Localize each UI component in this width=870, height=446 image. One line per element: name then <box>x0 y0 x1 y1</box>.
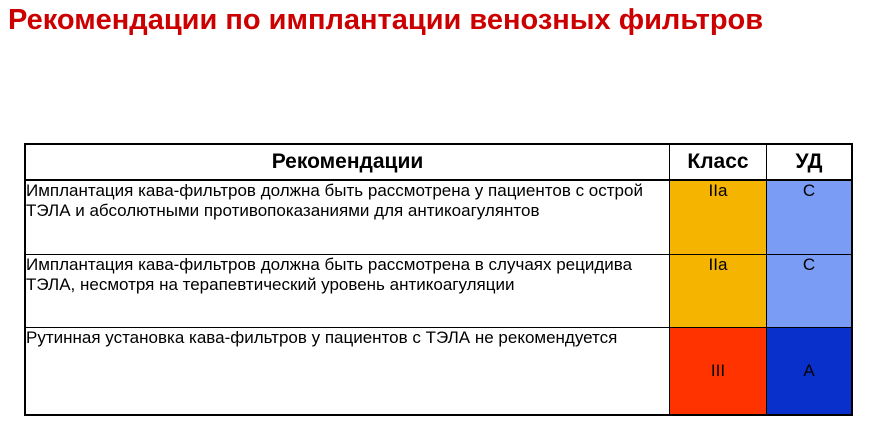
table-row <box>25 180 852 255</box>
recommendations-table <box>24 143 853 416</box>
level-cell: С <box>767 180 853 255</box>
header-level-of-evidence: УД <box>767 144 853 180</box>
recommendation-text: Рутинная установка кава-фильтров у пациентов с ТЭЛА не рекомендуется <box>25 328 670 416</box>
page-title: Рекомендации по имплантации венозных фильтров <box>8 4 764 36</box>
recommendation-text: Имплантация кава-фильтров должна быть рассмотрена в случаях рецидива ТЭЛА, несмотря на терапевтический уровень антикоагуляции <box>25 255 670 328</box>
table-row <box>25 328 852 416</box>
header-class: Класс <box>670 144 767 180</box>
class-cell: IIa <box>670 180 767 255</box>
header-recommendations: Рекомендации <box>25 144 670 180</box>
table-row <box>25 255 852 328</box>
recommendation-text: Имплантация кава-фильтров должна быть рассмотрена у пациентов с острой ТЭЛА и абсолютными противопоказаниями для антикоагулянтов <box>25 180 670 255</box>
class-cell: III <box>670 328 767 416</box>
level-cell: А <box>767 328 853 416</box>
table-header-row <box>25 144 852 180</box>
level-cell: С <box>767 255 853 328</box>
class-cell: IIa <box>670 255 767 328</box>
